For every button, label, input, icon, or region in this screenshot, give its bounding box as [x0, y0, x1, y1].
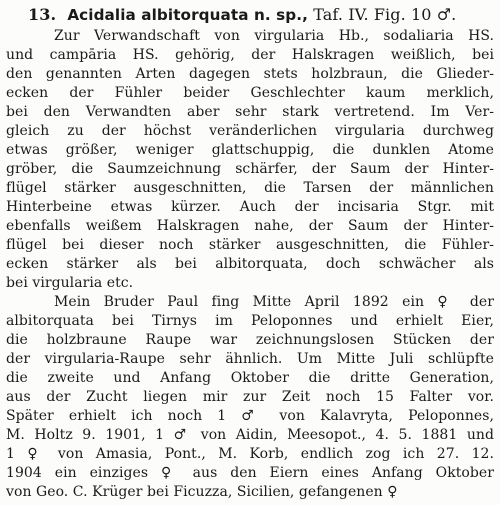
text-line: Mein Bruder Paul fing Mitte April 1892 ein ♀ der [54, 294, 494, 310]
text-line: ebenfalls weißem Halskragen nahe, der Saum der Hinter- [6, 218, 494, 234]
text-line: 1 ♀ von Amasia, Pont., M. Korb, endlich zog ich 27. 12. [6, 446, 494, 462]
text-line: albitorquata bei Tirnys im Peloponnes und erhielt Eier, [6, 313, 494, 329]
text-line: M. Holtz 9. 1901, 1 ♂ von Aidin, Meesopot., 4. 5. 1881 und [6, 427, 494, 443]
species-name: Acidalia albitorquata n. sp., [67, 6, 309, 24]
text-line: ecken stärker als bei albitorquata, doch schwächer als [6, 256, 494, 272]
text-line: Zur Verwandschaft von virgularia Hb., sodaliaria HS. [54, 28, 494, 44]
text-line: 1904 ein einziges ♀ aus den Eiern eines Anfang Oktober [6, 465, 494, 481]
text-line: Hinterbeine etwas kürzer. Auch der incisaria Stgr. mit [6, 199, 494, 215]
paragraph-breeding-notes [6, 293, 494, 502]
text-line: flügel stärker ausgeschnitten, die Tarsen der männlichen [6, 180, 494, 196]
text-line: die zweite und Anfang Oktober die dritte Generation, [6, 370, 494, 386]
text-line: ecken der Fühler beider Geschlechter kaum merklich, [6, 85, 494, 101]
text-line: etwas größer, weniger glattschuppig, die dunklen Atome [6, 142, 494, 158]
species-number: 13. [28, 5, 57, 24]
text-line: gröber, die Saumzeichnung schärfer, der Saum der Hinter- [6, 161, 494, 177]
text-line: flügel bei dieser noch stärker ausgeschnitten, die Fühler- [6, 237, 494, 253]
text-line: bei den Verwandten aber sehr stark vertretend. Im Ver- [6, 104, 494, 120]
text-line: aus der Zucht liegen mir zur Zeit noch 15 Falter vor. [6, 389, 494, 405]
plate-reference: Taf. IV. Fig. 10 ♂. [313, 5, 457, 24]
text-line: der virgularia-Raupe sehr ähnlich. Um Mitte Juli schlüpfte [6, 351, 494, 367]
text-line: und campāria HS. gehörig, der Halskragen weißlich, bei [6, 47, 494, 63]
paragraph-description [6, 27, 494, 293]
text-line: von Geo. C. Krüger bei Ficuzza, Sicilien, gefangenen ♀ [6, 484, 398, 500]
text-line: bei virgularia etc. [6, 275, 134, 291]
text-line: die holzbraune Raupe war zeichnungslosen Stücken der [6, 332, 494, 348]
text-line: gleich zu der höchst veränderlichen virgularia durchweg [6, 123, 494, 139]
species-heading [28, 4, 494, 26]
text-line: den genannten Arten dagegen stets holzbraun, die Glieder- [6, 66, 494, 82]
text-line: Später erhielt ich noch 1 ♂ von Kalavryta, Peloponnes, [6, 408, 494, 424]
